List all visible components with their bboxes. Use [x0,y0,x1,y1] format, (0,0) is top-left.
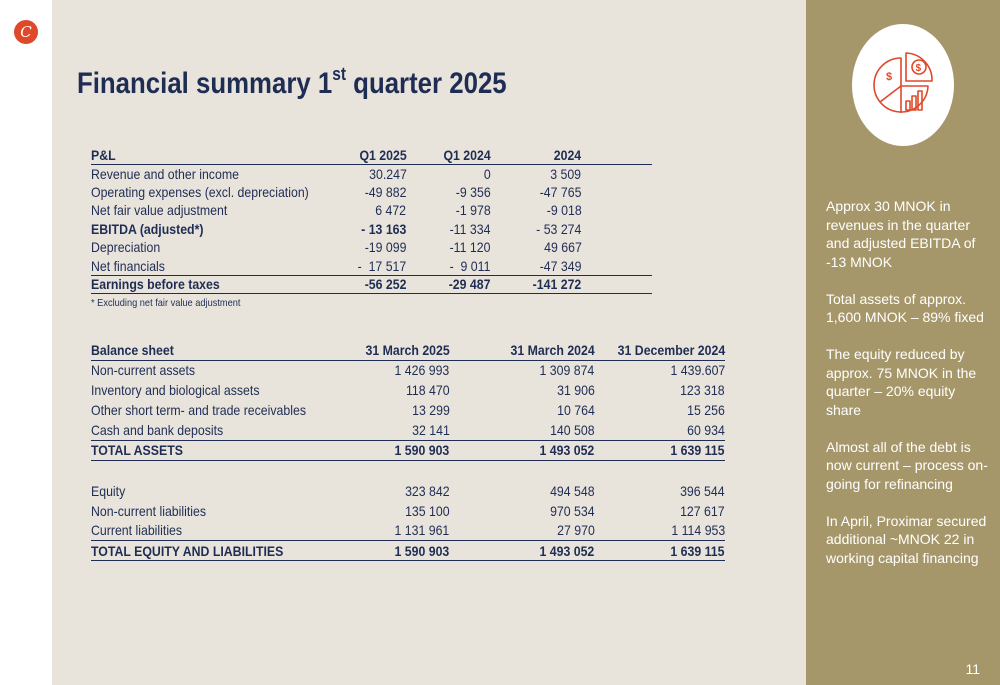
page-title: Financial summary 1st quarter 2025 [77,64,507,100]
page-number: 11 [965,661,980,677]
highlight-debt: Almost all of the debt is now current – process on-going for refinancing [826,438,988,492]
table-row: Net fair value adjustment 6 472 -1 978 -9 018 [91,202,582,219]
table-row: Cash and bank deposits 32 141 140 508 60 934 [91,421,725,438]
highlight-assets: Total assets of approx. 1,600 MNOK – 89% fixed [826,290,984,325]
table-row: Operating expenses (excl. depreciation) -49 882 -9 356 -47 765 [91,183,582,200]
table-row-total-assets: TOTAL ASSETS 1 590 903 1 493 052 1 639 115 [91,442,725,458]
pl-table [91,147,652,294]
svg-text:$: $ [886,71,893,83]
table-row: Non-current assets 1 426 993 1 309 874 1 439.607 [91,362,725,379]
company-logo-icon: C [14,20,38,44]
table-row-total-equity-liabilities: TOTAL EQUITY AND LIABILITIES 1 590 903 1 493 052 1 639 115 [91,542,725,559]
highlight-equity: The equity reduced by approx. 75 MNOK in the quarter – 20% equity share [826,346,977,418]
highlight-financing: In April, Proximar secured additional ~MNOK 22 in working capital financing [826,512,987,566]
table-row: Other short term- and trade receivables 13 299 10 764 15 256 [91,402,725,418]
table-row: Inventory and biological assets 118 470 31 906 123 318 [91,382,725,398]
balance-sheet-table [91,340,725,561]
finance-icon-badge [852,24,954,146]
table-row: Revenue and other income 30.247 0 3 509 [91,165,582,182]
table-row-ebitda: EBITDA (adjusted*) - 13 163 -11 334 - 53 274 [91,220,582,237]
table-row-total: Earnings before taxes -56 252 -29 487 -141 272 [91,275,652,294]
pl-footnote: * Excluding net fair value adjustment [91,297,241,309]
finance-pie-chart-icon [870,50,936,120]
table-row: Current liabilities 1 131 961 27 970 1 114 953 [91,522,725,539]
table-row: Net financials - 17 517 - 9 011 -47 349 [91,257,582,274]
table-spacer [91,460,725,481]
table-row: Equity 323 842 494 548 396 544 [91,482,725,499]
left-margin [0,0,52,685]
table-row: Non-current liabilities 135 100 970 534 127 617 [91,502,725,519]
pl-header-row: P&L Q1 2025 Q1 2024 2024 [91,147,652,164]
highlight-revenue: Approx 30 MNOK in revenues in the quarter and adjusted EBITDA of -13 MNOK [826,198,976,270]
sidebar-highlights [826,197,988,586]
bs-header-row: Balance sheet 31 March 2025 31 March 2024 31 December 2024 [91,340,725,360]
svg-text:$: $ [915,63,922,74]
table-row: Depreciation -19 099 -11 120 49 667 [91,239,582,256]
